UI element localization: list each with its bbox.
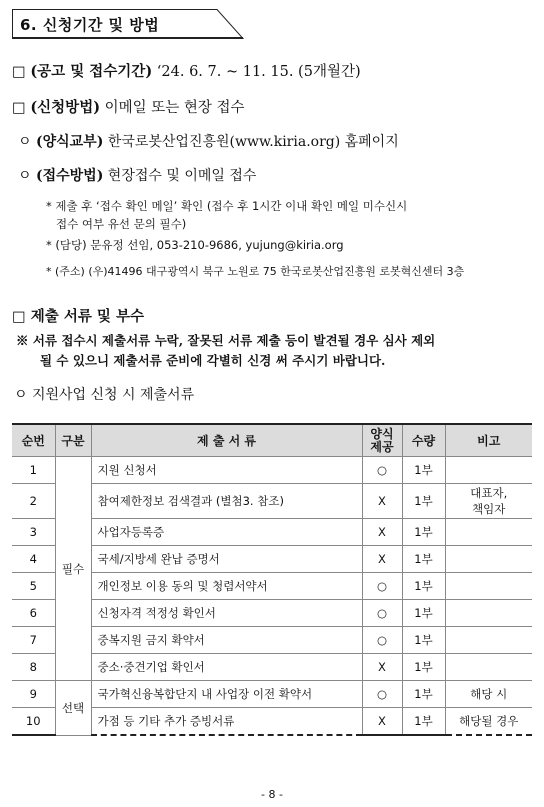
submission-method-label: (접수방법) <box>35 168 104 184</box>
section-heading <box>12 9 244 39</box>
table-row <box>12 457 532 484</box>
page-number: - 8 - <box>261 788 283 801</box>
application-period-label: (공고 및 접수기간) <box>30 63 153 80</box>
row-doc: 사업자등록증 <box>91 519 362 546</box>
checkbox-square-icon: □ <box>12 309 26 325</box>
row-qty: 1부 <box>402 708 445 736</box>
header-qty: 수량 <box>402 424 445 457</box>
row-no: 5 <box>12 573 55 600</box>
row-form: X <box>362 654 402 681</box>
row-form: ○ <box>362 600 402 627</box>
row-form: X <box>362 708 402 736</box>
group-optional: 선택 <box>55 681 91 736</box>
row-doc: 가점 등 기타 추가 증빙서류 <box>91 708 362 736</box>
required-docs-text: 지원사업 신청 시 제출서류 <box>31 387 195 403</box>
application-period-line <box>12 60 361 81</box>
row-note: 해당 시 <box>445 681 532 708</box>
row-doc: 국가혁신융복합단지 내 사업장 이전 확약서 <box>91 681 362 708</box>
bullet-o-icon: ㅇ <box>18 168 32 184</box>
row-form: X <box>362 484 402 519</box>
row-qty: 1부 <box>402 681 445 708</box>
row-no: 6 <box>12 600 55 627</box>
table-header-row <box>12 424 532 457</box>
row-doc: 개인정보 이용 동의 및 청렴서약서 <box>91 573 362 600</box>
note-confirm-mail: * 제출 후 ‘접수 확인 메일’ 확인 (접수 후 1시간 이내 확인 메일 미수신시 <box>46 199 408 213</box>
application-method-label: (신청방법) <box>30 99 101 116</box>
form-distribution-text: 한국로봇산업진흥원(www.kiria.org) 홈페이지 <box>107 134 399 150</box>
header-no: 순번 <box>12 424 55 457</box>
row-no: 2 <box>12 484 55 519</box>
checkbox-square-icon: □ <box>12 100 26 116</box>
form-distribution-line <box>18 131 399 151</box>
table-row <box>12 681 532 708</box>
row-qty: 1부 <box>402 600 445 627</box>
form-distribution-label: (양식교부) <box>35 134 104 150</box>
row-no: 9 <box>12 681 55 708</box>
application-method-line <box>12 96 245 117</box>
row-note <box>445 600 532 627</box>
bullet-o-icon: ㅇ <box>18 134 32 150</box>
documents-heading-line <box>12 305 144 326</box>
row-note <box>445 457 532 484</box>
bullet-o-icon: ㅇ <box>14 387 28 403</box>
row-form: X <box>362 519 402 546</box>
header-type: 구분 <box>55 424 91 457</box>
row-note <box>445 546 532 573</box>
row-no: 1 <box>12 457 55 484</box>
row-doc: 중소·중견기업 확인서 <box>91 654 362 681</box>
submission-method-text: 현장접수 및 이메일 접수 <box>107 168 257 184</box>
row-qty: 1부 <box>402 573 445 600</box>
row-qty: 1부 <box>402 457 445 484</box>
note-contact: * (담당) 문유정 선임, 053-210-9686, yujung@kiria.org <box>46 238 344 252</box>
row-no: 10 <box>12 708 55 736</box>
row-qty: 1부 <box>402 519 445 546</box>
documents-heading: 제출 서류 및 부수 <box>30 308 144 325</box>
warning-note-1: ※ 서류 접수시 제출서류 누락, 잘못된 서류 제출 등이 발견될 경우 심사 제외 <box>16 333 436 348</box>
row-form: X <box>362 546 402 573</box>
row-no: 7 <box>12 627 55 654</box>
row-doc: 신청자격 적정성 확인서 <box>91 600 362 627</box>
row-form: ○ <box>362 573 402 600</box>
required-docs-line <box>14 384 194 404</box>
row-doc: 국세/지방세 완납 증명서 <box>91 546 362 573</box>
header-doc: 제 출 서 류 <box>91 424 362 457</box>
row-qty: 1부 <box>402 546 445 573</box>
row-note: 해당될 경우 <box>445 708 532 736</box>
row-qty: 1부 <box>402 627 445 654</box>
row-qty: 1부 <box>402 484 445 519</box>
submission-method-line <box>18 165 256 185</box>
row-note: 대표자, 책임자 <box>445 484 532 519</box>
note-address: * (주소) (우)41496 대구광역시 북구 노원로 75 한국로봇산업진흥원 로봇혁신센터 3층 <box>46 265 465 278</box>
application-method-text: 이메일 또는 현장 접수 <box>104 100 245 116</box>
row-no: 8 <box>12 654 55 681</box>
row-form: ○ <box>362 681 402 708</box>
row-note <box>445 627 532 654</box>
row-form: ○ <box>362 627 402 654</box>
section-title: 6. 신청기간 및 방법 <box>20 16 160 34</box>
documents-table <box>12 423 532 736</box>
row-note <box>445 573 532 600</box>
header-form: 양식 제공 <box>362 424 402 457</box>
row-note <box>445 519 532 546</box>
row-no: 3 <box>12 519 55 546</box>
checkbox-square-icon: □ <box>12 64 26 80</box>
row-no: 4 <box>12 546 55 573</box>
header-note: 비고 <box>445 424 532 457</box>
row-doc: 중복지원 금지 확약서 <box>91 627 362 654</box>
row-note <box>445 654 532 681</box>
group-required: 필수 <box>55 457 91 681</box>
warning-note-2: 될 수 있으니 제출서류 준비에 각별히 신경 써 주시기 바랍니다. <box>40 353 386 368</box>
row-qty: 1부 <box>402 654 445 681</box>
note-confirm-mail-cont: 접수 여부 유선 문의 필수) <box>56 217 187 231</box>
row-doc: 지원 신청서 <box>91 457 362 484</box>
application-period-text: ‘24. 6. 7. ~ 11. 15. (5개월간) <box>156 64 361 80</box>
row-doc: 참여제한정보 검색결과 (별첨3. 참조) <box>91 484 362 519</box>
row-form: ○ <box>362 457 402 484</box>
